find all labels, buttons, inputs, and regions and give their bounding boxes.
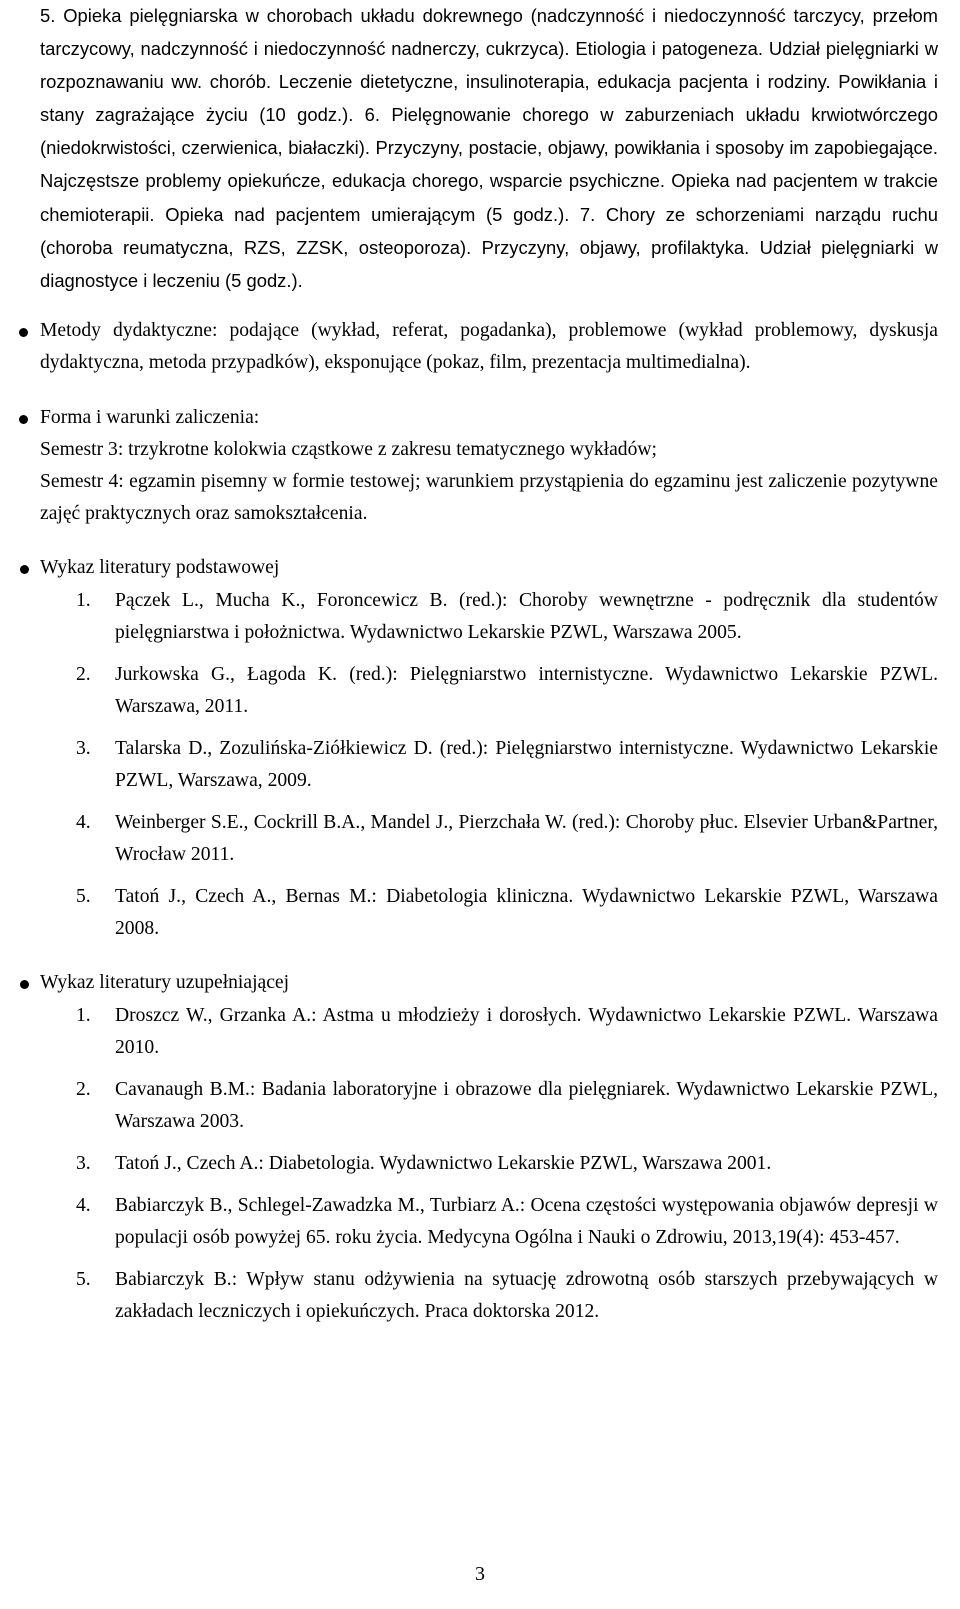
topic-6: 6. Pielęgnowanie chorego w zaburzeniach układu krwiotwórczego (niedokrwistości, czerwienica, białaczki). Przyczyny, postacie, objawy, powikłania i sposoby im zapobiegające. Najczęstsze problemy opiekuńcze, edukacja chorego, wsparcie psychiczne. Opieka nad pacjentem w trakcie chemioterapii. Opieka nad pacjentem umierającym (5 godz.). bbox=[40, 104, 938, 225]
list-item bbox=[40, 1000, 938, 1064]
list-item bbox=[40, 1148, 938, 1180]
list-item-text: Cavanaugh B.M.: Badania laboratoryjne i obrazowe dla pielęgniarek. Wydawnictwo Lekarskie PZWL, Warszawa 2003. bbox=[115, 1078, 938, 1132]
list-item bbox=[40, 881, 938, 945]
bullet-icon bbox=[19, 328, 28, 337]
list-item-number: 4. bbox=[76, 812, 91, 834]
list-item-text: Droszcz W., Grzanka A.: Astma u młodzieży i dorosłych. Wydawnictwo Lekarskie PZWL. Warszawa 2010. bbox=[115, 1004, 938, 1058]
list-item-text: Babiarczyk B., Schlegel-Zawadzka M., Turbiarz A.: Ocena częstości występowania objawów depresji w populacji osób powyżej 65. roku życia. Medycyna Ogólna i Nauki o Zdrowiu, 2013,19(4): 453-457. bbox=[115, 1195, 938, 1249]
list-item-number: 5. bbox=[76, 886, 91, 908]
list-item bbox=[40, 807, 938, 871]
assessment-semester-4: Semestr 4: egzamin pisemny w formie testowej; warunkiem przystąpienia do egzaminu jest zaliczenie pozytywne zajęć praktycznych oraz samokształcenia. bbox=[40, 471, 938, 525]
topic-5: 5. Opieka pielęgniarska w chorobach układu dokrewnego (nadczynność i niedoczynność tarczycy, przełom tarczycowy, nadczynność i niedoczynność nadnerczy, cukrzyca). Etiologia i patogeneza. Udział pielęgniarki w rozpoznawaniu ww. chorób. Leczenie dietetyczne, insulinoterapia, edukacja pacjenta i rodziny. Powikłania i stany zagrażające życiu (10 godz.). bbox=[40, 5, 938, 126]
list-item-text: Talarska D., Zozulińska-Ziółkiewicz D. (red.): Pielęgniarstwo internistyczne. Wydawnictwo Lekarskie PZWL, Warszawa, 2009. bbox=[115, 737, 938, 791]
list-item-number: 2. bbox=[76, 663, 91, 685]
basic-literature-heading: Wykaz literatury podstawowej bbox=[40, 557, 280, 579]
list-item-text: Tatoń J., Czech A.: Diabetologia. Wydawnictwo Lekarskie PZWL, Warszawa 2001. bbox=[115, 1152, 772, 1174]
list-item-number: 1. bbox=[76, 589, 91, 611]
syllabus-topics bbox=[40, 0, 938, 298]
supplementary-literature-heading: Wykaz literatury uzupełniającej bbox=[40, 972, 290, 994]
supplementary-literature-list bbox=[40, 1000, 938, 1329]
list-item-number: 4. bbox=[76, 1195, 91, 1216]
assessment-heading: Forma i warunki zaliczenia: bbox=[40, 407, 260, 429]
list-item bbox=[40, 1074, 938, 1138]
list-item bbox=[40, 733, 938, 797]
list-item-text: Pączek L., Mucha K., Foroncewicz B. (red.): Choroby wewnętrzne - podręcznik dla studentów pielęgniarstwa i położnictwa. Wydawnictwo Lekarskie PZWL, Warszawa 2005. bbox=[115, 589, 938, 643]
page-number: 3 bbox=[475, 1563, 485, 1585]
list-item-text: Weinberger S.E., Cockrill B.A., Mandel J., Pierzchała W. (red.): Choroby płuc. Elsevier Urban&Partner, Wrocław 2011. bbox=[115, 812, 938, 866]
list-item-number: 2. bbox=[76, 1078, 91, 1100]
topic-7: 7. Chory ze schorzeniami narządu ruchu (choroba reumatyczna, RZS, ZZSK, osteoporoza). Przyczyny, objawy, profilaktyka. Udział pielęgniarki w diagnostyce i leczeniu (5 godz.). bbox=[40, 203, 938, 291]
list-item-text: Jurkowska G., Łagoda K. (red.): Pielęgniarstwo internistyczne. Wydawnictwo Lekarskie PZWL. Warszawa, 2011. bbox=[115, 663, 938, 717]
bullet-icon bbox=[20, 565, 29, 574]
assessment-section bbox=[40, 402, 938, 530]
bullet-icon bbox=[19, 415, 28, 424]
basic-literature-list bbox=[40, 585, 938, 946]
list-item-number: 5. bbox=[76, 1269, 91, 1291]
list-item bbox=[40, 585, 938, 649]
list-item-text: Tatoń J., Czech A., Bernas M.: Diabetologia kliniczna. Wydawnictwo Lekarskie PZWL, Warszawa 2008. bbox=[115, 886, 938, 940]
list-item-text: Babiarczyk B.: Wpływ stanu odżywienia na sytuację zdrowotną osób starszych przebywających w zakładach leczniczych i opiekuńczych. Praca doktorska 2012. bbox=[115, 1269, 938, 1323]
supplementary-literature-section bbox=[40, 967, 938, 1328]
list-item-number: 3. bbox=[76, 1152, 91, 1174]
list-item-number: 3. bbox=[76, 737, 91, 759]
list-item bbox=[40, 1264, 938, 1328]
methods-section bbox=[40, 315, 938, 379]
methods-text: Metody dydaktyczne: podające (wykład, referat, pogadanka), problemowe (wykład problemowy, dyskusja dydaktyczna, metoda przypadków), eksponujące (pokaz, film, prezentacja multimedialna). bbox=[40, 319, 938, 373]
list-item bbox=[40, 1190, 938, 1254]
assessment-semester-3: Semestr 3: trzykrotne kolokwia cząstkowe z zakresu tematycznego wykładów; bbox=[40, 439, 657, 461]
list-item bbox=[40, 659, 938, 723]
list-item-number: 1. bbox=[76, 1004, 91, 1026]
basic-literature-section bbox=[40, 552, 938, 945]
bullet-icon bbox=[20, 980, 29, 989]
